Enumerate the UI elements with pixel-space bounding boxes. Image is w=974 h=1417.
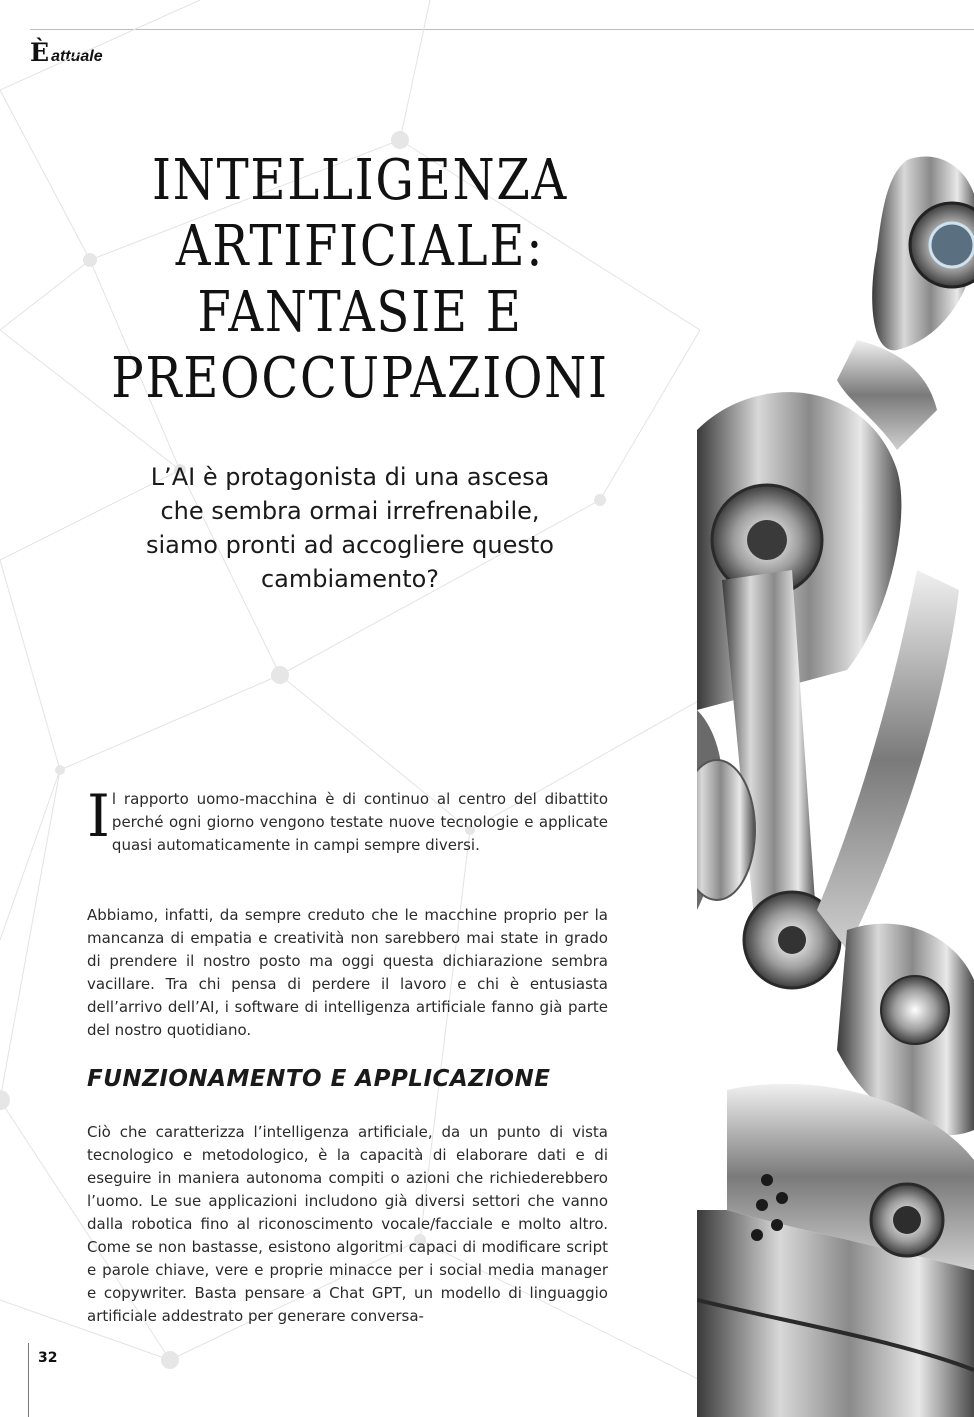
- robot-thinker-photo: [697, 150, 974, 1417]
- paragraph-body: Ciò che caratterizza l’intelligenza artificiale, da un punto di vista tecnologico e metodologico, è la capacità di elaborare dati e di eseguire in maniera autonoma compiti o azioni che richiederebbero l’uomo. Le sue applicazioni includono già diversi settori che vanno dalla robotica fino al riconoscimento vocale/facciale e molto altro. Come se non bastasse, esistono algoritmi capaci di modificare script e parole chiave, vere e proprie minacce per i social media manager e copywriter. Basta pensare a Chat GPT, un modello di linguaggio artificiale addestrato per generare conversa-: [87, 1123, 608, 1325]
- section-tag-word: attuale: [51, 48, 103, 65]
- title-line: FANTASIE E: [197, 280, 523, 345]
- section-heading: FUNZIONAMENTO E APPLICAZIONE: [87, 1066, 551, 1092]
- section-tag-letter: È: [30, 38, 50, 67]
- subtitle-line: che sembra ormai irrefrenabile,: [160, 497, 540, 525]
- subtitle-line: siamo pronti ad accogliere questo: [146, 531, 554, 559]
- subtitle-line: L’AI è protagonista di una ascesa: [150, 463, 550, 491]
- title-line: INTELLIGENZA: [151, 148, 569, 213]
- article-title: [102, 148, 618, 412]
- title-line: ARTIFICIALE:: [175, 214, 545, 279]
- paragraph-intro: [87, 782, 608, 857]
- page-number: 32: [38, 1350, 58, 1366]
- subtitle-line: cambiamento?: [260, 565, 440, 593]
- title-line: PREOCCUPAZIONI: [111, 346, 609, 411]
- page-number-rule: [28, 1343, 29, 1417]
- article-subtitle: [80, 460, 620, 596]
- drop-cap: I: [87, 782, 110, 850]
- paragraph-body: Abbiamo, infatti, da sempre creduto che le macchine proprio per la mancanza di empatia e creatività non sarebbero mai state in grado di prendere il nostro posto ma oggi questa dichiarazione sembra vacillare. Tra chi pensa di perdere il lavoro e chi è entusiasta dell’arrivo dell’AI, i software di intelligenza artificiale fanno già parte del nostro quotidiano.: [87, 906, 608, 1039]
- paragraph-intro-text: l rapporto uomo-macchina è di continuo al centro del dibattito perché ogni giorno vengono testate nuove tecnologie e applicate quasi automaticamente in campi sempre diversi.: [111, 790, 608, 854]
